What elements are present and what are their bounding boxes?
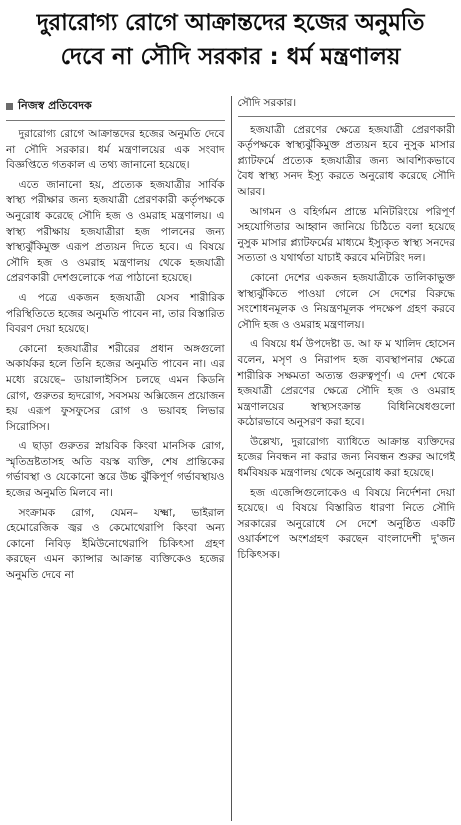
left-column xyxy=(6,96,231,821)
left-paragraph-5: এ ছাড়া গুরুতর স্নায়বিক কিংবা মানসিক রোগ, স্মৃতিভ্রষ্টতাসহ অতি বয়স্ক ব্যক্তি, শেষ প্রান্তিকের গর্ভাবস্থা ও যেকোনো স্তরে উচ্চ ঝুঁকিপূর্ণ গর্ভাবস্থায়ও হজের অনুমতি মিলবে না। xyxy=(6,440,225,500)
headline-line-2: দেবে না সৌদি সরকার : ধর্ম মন্ত্রণালয় xyxy=(60,44,401,70)
right-paragraph-5: এ বিষয়ে ধর্ম উপদেষ্টা ড. আ ফ ম খালিদ হোসেন বলেন, মসৃণ ও নিরাপদ হজ ব্যবস্থাপনার ক্ষেত্রে শারীরিক সক্ষমতা অত্যন্ত গুরুত্বপূর্ণ। এ দেশ থেকে হজযাত্রী প্রেরণের ক্ষেত্রে সৌদি হজ ও ওমরাহ মন্ত্রণালয়ের স্বাস্থ্যসংক্রান্ত বিধিনিষেধগুলো কঠোরভাবে অনুসরণ করা হবে। xyxy=(237,338,455,429)
byline-text: নিজস্ব প্রতিবেদক xyxy=(18,99,92,112)
left-paragraph-3: এ পত্রে একজন হজযাত্রী যেসব শারীরিক পরিস্থিতিতে হজের অনুমতি পাবেন না, তার বিস্তারিত বিবরণ দেয়া হয়েছে। xyxy=(6,291,225,336)
right-paragraph-2: হজযাত্রী প্রেরণের ক্ষেত্রে হজযাত্রী প্রেরণকারী কর্তৃপক্ষকে স্বাস্থ্যঝুঁকিমুক্ত প্রত্যয়ন হবে নুসুক মাসার প্ল্যাটফর্মে প্রত্যেক হজযাত্রীর জন্য আবশ্যিকভাবে বৈধ স্বাস্থ্য সনদ ইস্যু করতে অনুরোধ করেছে সৌদি আরব। xyxy=(237,123,455,198)
right-paragraph-3: আগমন ও বহির্গমন প্রান্তে মনিটরিংয়ে পরিপূর্ণ সহযোগিতার আহ্বান জানিয়ে চিঠিতে বলা হয়েছে নুসুক মাসার প্ল্যাটফর্মের মাধ্যমে ইস্যুকৃত স্বাস্থ্য সনদের সত্যতা ও যথার্থতা যাচাই করবে মনিটরিং দল। xyxy=(237,205,455,265)
right-paragraph-1: সৌদি সরকার। xyxy=(237,97,297,109)
right-paragraph-7: হজ এজেন্সিগুলোকেও এ বিষয়ে নির্দেশনা দেয়া হয়েছে। এ বিষয়ে বিস্তারিত ধারণা নিতে সৌদি সরকারের অনুরোধে সে দেশে অনুষ্ঠিত একটি ওয়ার্কশপে অংশগ্রহণ করছেন বাংলাদেশী দু'জন চিকিৎসক। xyxy=(237,486,455,562)
headline-line-1: দুরারোগ্য রোগে আক্রান্তদের হজের অনুমতি xyxy=(36,10,425,36)
article-headline xyxy=(6,8,455,72)
right-paragraph-6: উল্লেখ্য, দুরারোগ্য ব্যাধিতে আক্রান্ত ব্যক্তিদের হজের নিবন্ধন না করার জন্য নিবন্ধন শুরুর আগেই ধর্মবিষয়ক মন্ত্রণালয় থেকে অনুরোধ করা হয়েছে। xyxy=(237,435,455,480)
bullet-square-icon xyxy=(6,103,13,110)
left-paragraph-1: দুরারোগ্য রোগে আক্রান্তদের হজের অনুমতি দেবে না সৌদি সরকার। ধর্ম মন্ত্রণালয়ের এক সংবাদ বিজ্ঞপ্তিতে গতকাল এ তথ্য জানানো হয়েছে। xyxy=(6,128,225,172)
article-body xyxy=(6,96,455,821)
left-paragraph-4: কোনো হজযাত্রীর শরীরের প্রধান অঙ্গগুলো অকার্যকর হলে তিনি হজের অনুমতি পাবেন না। এর মধ্যে রয়েছে– ডায়ালাইসিস চলছে এমন কিডনি রোগ, গুরুতর হৃদরোগ, সবসময় অক্সিজেন প্রয়োজন হয় এরূপ ফুসফুসের রোগ ও ভয়াবহ লিভার সিরোসিস। xyxy=(6,342,225,433)
left-paragraph-2: এতে জানানো হয়, প্রত্যেক হজযাত্রীর সার্বিক স্বাস্থ্য পরীক্ষার জন্য হজযাত্রী প্রেরণকারী কর্তৃপক্ষকে অনুরোধ করেছে সৌদি হজ ও ওমরাহ মন্ত্রণালয়। এ স্বাস্থ্য পরীক্ষায় হজযাত্রীরা হজ পালনের জন্য স্বাস্থ্যঝুঁকিমুক্ত এরূপ প্রত্যয়ন দিতে হবে। এ বিষয়ে সৌদি হজ ও ওমরাহ মন্ত্রণালয় থেকে হজযাত্রী প্রেরণকারী দেশগুলোকে পত্র পাঠানো হয়েছে। xyxy=(6,178,225,285)
byline-divider xyxy=(6,120,225,121)
byline xyxy=(6,98,225,114)
left-paragraph-6: সংক্রামক রোগ, যেমন– যক্ষ্মা, ভাইরাল হেমোরেজিক জ্বর ও কেমোথেরাপি কিংবা অন্য কোনো নিবিড় ইমিউনোথেরাপি চিকিৎসা গ্রহণ করছেন এমন ক্যান্সার আক্রান্ত ব্যক্তিকেও হজের অনুমতি দেবে না xyxy=(6,506,225,582)
right-column xyxy=(231,96,456,821)
right-paragraph-4: কোনো দেশের একজন হজযাত্রীকে তালিকাভুক্ত স্বাস্থ্যঝুঁকিতে পাওয়া গেলে সে দেশের বিরুদ্ধে সংশোধনমূলক ও নিয়ন্ত্রণমূলক পদক্ষেপ গ্রহণ করবে সৌদি হজ ও ওমরাহ মন্ত্রণালয়। xyxy=(237,271,455,331)
right-divider xyxy=(238,116,456,117)
